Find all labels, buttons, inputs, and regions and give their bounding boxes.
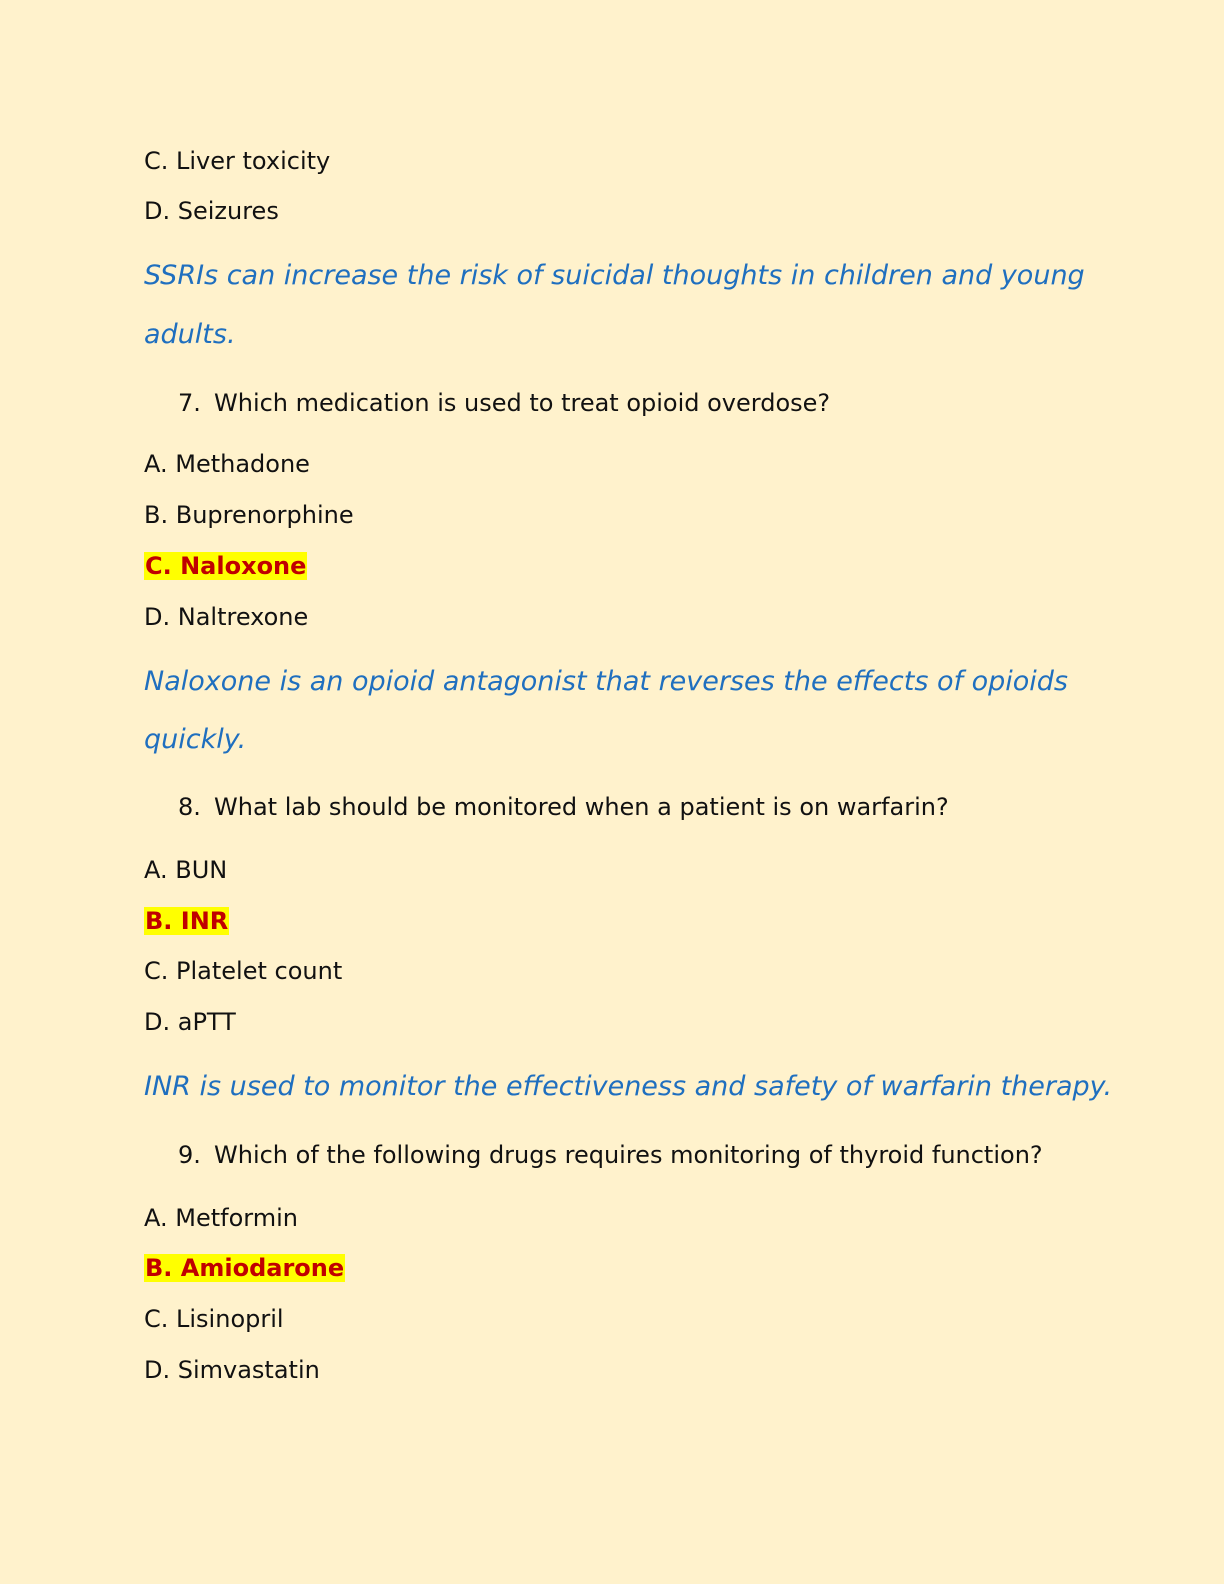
q7-question-text: Which medication is used to treat opioid overdose? bbox=[214, 389, 831, 417]
q7-number: 7. bbox=[178, 389, 201, 417]
q7-option-d: D. Naltrexone bbox=[144, 603, 309, 631]
q9-correct-answer: B. Amiodarone bbox=[145, 1254, 345, 1282]
q9-option-d: D. Simvastatin bbox=[144, 1356, 320, 1384]
q9-option-a: A. Metformin bbox=[144, 1204, 298, 1232]
q7-correct-answer: C. Naloxone bbox=[145, 552, 307, 580]
q8-option-b-correct bbox=[144, 906, 229, 936]
q6-explanation-line-1: SSRIs can increase the risk of suicidal thoughts in children and young bbox=[144, 260, 1085, 291]
q6-explanation-line-2: adults. bbox=[144, 319, 236, 350]
q8-question bbox=[178, 792, 949, 822]
q8-option-d: D. aPTT bbox=[144, 1008, 236, 1036]
q8-question-text: What lab should be monitored when a patient is on warfarin? bbox=[214, 793, 949, 821]
q6-option-d: D. Seizures bbox=[144, 197, 279, 225]
q9-question-text: Which of the following drugs requires monitoring of thyroid function? bbox=[214, 1141, 1043, 1169]
q8-correct-answer: B. INR bbox=[145, 907, 229, 935]
q8-explanation: INR is used to monitor the effectiveness and safety of warfarin therapy. bbox=[144, 1071, 1113, 1102]
q6-option-c: C. Liver toxicity bbox=[144, 147, 331, 175]
q7-question bbox=[178, 388, 830, 418]
q9-number: 9. bbox=[178, 1141, 201, 1169]
q7-option-c-correct bbox=[144, 551, 307, 581]
q8-option-a: A. BUN bbox=[144, 856, 228, 884]
q7-option-a: A. Methadone bbox=[144, 450, 310, 478]
q8-number: 8. bbox=[178, 793, 201, 821]
q9-question bbox=[178, 1140, 1043, 1170]
q7-option-b: B. Buprenorphine bbox=[144, 501, 354, 529]
q8-option-c: C. Platelet count bbox=[144, 957, 343, 985]
q9-option-c: C. Lisinopril bbox=[144, 1305, 284, 1333]
q7-explanation-line-2: quickly. bbox=[144, 724, 247, 755]
q7-explanation-line-1: Naloxone is an opioid antagonist that reverses the effects of opioids bbox=[144, 666, 1068, 697]
q9-option-b-correct bbox=[144, 1253, 345, 1283]
